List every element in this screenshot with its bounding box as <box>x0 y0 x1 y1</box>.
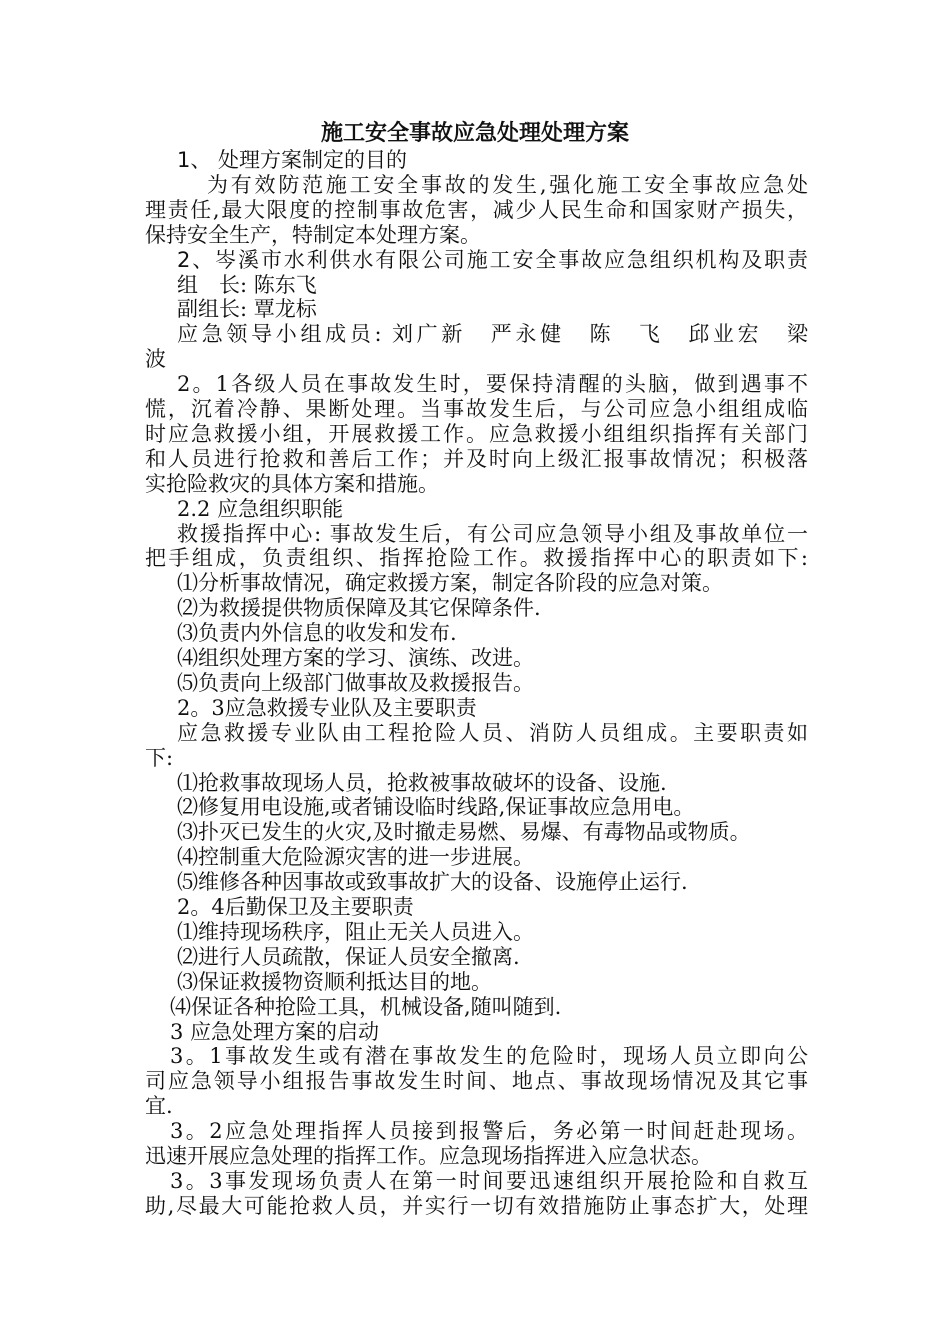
text-line: ⑶负责内外信息的收发和发布. <box>177 621 457 646</box>
document-title: 施工安全事故应急处理处理方案 <box>320 121 629 146</box>
text-line: 3。3事发现场负责人在第一时间要迅速组织开展抢险和自救互 <box>170 1168 808 1193</box>
text-line: 3。1事故发生或有潜在事故发生的危险时，现场人员立即向公 <box>170 1044 808 1069</box>
text-line: 下: <box>145 745 174 770</box>
text-line: 2。4后勤保卫及主要职责 <box>177 895 414 919</box>
text-line: 司应急领导小组报告事故发生时间、地点、事故现场情况及其它事 <box>145 1069 808 1094</box>
text-line: ⑶扑灭已发生的火灾,及时撤走易燃、易爆、有毒物品或物质。 <box>177 820 751 845</box>
text-line: 和人员进行抢救和善后工作；并及时向上级汇报事故情况；积极落 <box>145 446 808 471</box>
text-line: ⑷组织处理方案的学习、演练、改进。 <box>177 646 534 670</box>
section-heading: 1、 处理方案制定的目的 <box>177 148 408 172</box>
text-line: ⑸维修各种因事故或致事故扩大的设备、设施停止运行. <box>177 870 688 895</box>
text-line: 波 <box>145 347 166 372</box>
text-line: 理责任,最大限度的控制事故危害，减少人民生命和国家财产损失， <box>145 197 808 222</box>
text-line: 慌，沉着冷静、果断处理。当事故发生后，与公司应急小组组成临 <box>145 397 808 421</box>
text-line: 2。3应急救援专业队及主要职责 <box>177 695 477 720</box>
text-line: ⑵为救援提供物质保障及其它保障条件. <box>177 596 541 621</box>
text-line: 组 长: 陈东飞 <box>177 272 317 297</box>
text-line: 宜. <box>145 1094 173 1119</box>
text-line: 为有效防范施工安全事故的发生,强化施工安全事故应急处 <box>207 172 808 197</box>
text-line: 2。1各级人员在事故发生时，要保持清醒的头脑，做到遇事不 <box>177 372 808 397</box>
text-line: ⑵修复用电设施,或者铺设临时线路,保证事故应急用电。 <box>177 795 695 820</box>
text-line: ⑴维持现场秩序，阻止无关人员进入。 <box>177 919 534 944</box>
text-line: ⑵进行人员疏散，保证人员安全撤离. <box>177 944 520 969</box>
text-line: ⑷保证各种抢险工具，机械设备,随叫随到. <box>170 994 562 1019</box>
section-heading: 2、岑溪市水利供水有限公司施工安全事故应急组织机构及职责 <box>177 247 808 272</box>
text-line: ⑶保证救援物资顺利抵达目的地。 <box>177 969 492 994</box>
text-line: 助,尽最大可能抢救人员，并实行一切有效措施防止事态扩大，处理 <box>145 1193 808 1218</box>
text-line: 副组长: 覃龙标 <box>177 297 317 322</box>
text-line: 救援指挥中心: 事故发生后，有公司应急领导小组及事故单位一 <box>177 521 808 546</box>
text-line: 保持安全生产，特制定本处理方案。 <box>145 222 481 247</box>
text-line: 应急领导小组成员: 刘广新 严永健 陈 飞 邱业宏 梁 <box>177 322 808 347</box>
text-line: 时应急救援小组，开展救援工作。应急救援小组组织指挥有关部门 <box>145 421 808 446</box>
text-line: 2.2 应急组织职能 <box>177 496 344 521</box>
text-line: ⑴抢救事故现场人员，抢救被事故破坏的设备、设施. <box>177 770 667 795</box>
text-line: 3 应急处理方案的启动 <box>170 1019 380 1044</box>
text-line: 实抢险救灾的具体方案和措施。 <box>145 471 439 496</box>
text-line: 把手组成，负责组织、指挥抢险工作。救援指挥中心的职责如下: <box>145 546 808 571</box>
text-line: ⑷控制重大危险源灾害的进一步进展。 <box>177 845 534 870</box>
text-line: 3。2应急处理指挥人员接到报警后，务必第一时间赶赴现场。 <box>170 1119 808 1144</box>
text-line: 迅速开展应急处理的指挥工作。应急现场指挥进入应急状态。 <box>145 1144 712 1168</box>
text-line: ⑸负责向上级部门做事故及救援报告。 <box>177 670 534 695</box>
text-line: ⑴分析事故情况，确定救援方案，制定各阶段的应急对策。 <box>177 571 723 596</box>
text-line: 应急救援专业队由工程抢险人员、消防人员组成。主要职责如 <box>177 720 808 745</box>
